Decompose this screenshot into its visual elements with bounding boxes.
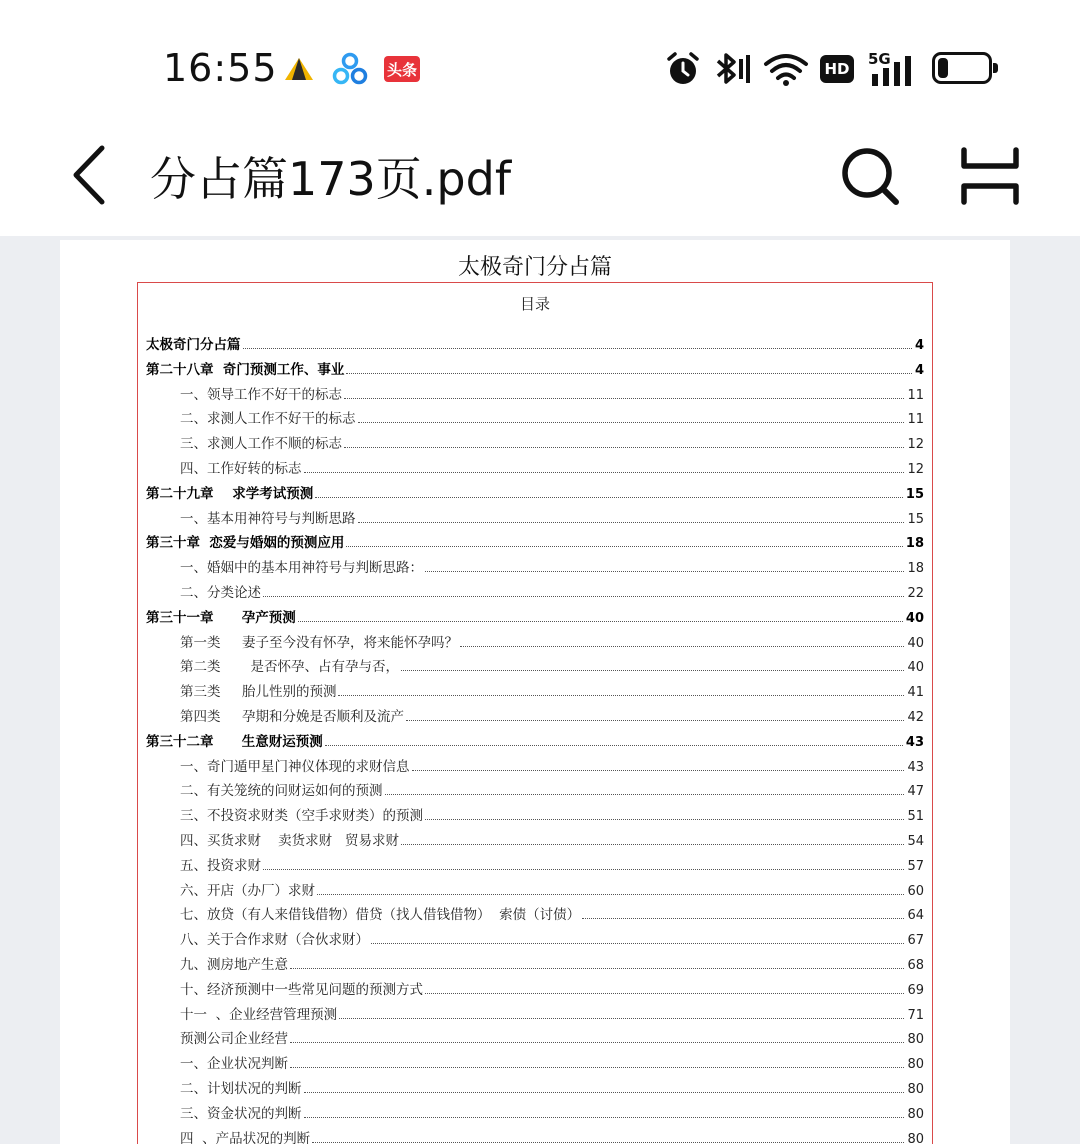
toc-leader-dots: [346, 373, 912, 374]
toc-entry-page-number: 11: [907, 387, 924, 403]
toc-entry[interactable]: [180, 953, 924, 973]
status-bar: [0, 0, 1080, 120]
toc-entry-title: 第三十一章 孕产预测: [146, 609, 296, 626]
toc-entry-title: 一、企业状况判断: [180, 1056, 288, 1073]
toc-entry-page-number: 4: [914, 338, 924, 353]
hd-label: HD: [824, 60, 850, 78]
toc-entry-page-number: 80: [907, 1131, 924, 1144]
toc-entry-page-number: 40: [907, 635, 924, 651]
toc-entry-page-number: 80: [907, 1032, 924, 1048]
cluster-app-icon: [332, 52, 368, 86]
toc-entry[interactable]: [180, 1077, 924, 1097]
toc-entry-page-number: 15: [907, 511, 924, 527]
toc-entry[interactable]: [180, 1102, 924, 1122]
toc-entry[interactable]: [180, 581, 924, 601]
toc-entry[interactable]: [180, 755, 924, 775]
toc-leader-dots: [425, 993, 904, 994]
bluetooth-icon: [712, 50, 752, 88]
toc-entry-page-number: 11: [907, 412, 924, 428]
toc-entry-title: 三、不投资求财类（空手求财类）的预测: [180, 808, 423, 825]
toc-entry-title: 十、经济预测中一些常见问题的预测方式: [180, 981, 423, 998]
toc-entry[interactable]: [146, 531, 924, 551]
toc-leader-dots: [263, 596, 904, 597]
alarm-icon: [664, 50, 702, 88]
toc-entry[interactable]: [180, 655, 924, 675]
battery-fill: [938, 58, 948, 78]
toc-entry-title: 第二十八章 奇门预测工作、事业: [146, 361, 345, 378]
toc-entry-page-number: 68: [907, 958, 924, 973]
toc-entry-title: 一、领导工作不好干的标志: [180, 386, 342, 403]
toc-entry-page-number: 60: [907, 883, 924, 899]
wifi-icon: [762, 50, 810, 88]
toc-entry-page-number: 67: [907, 933, 924, 949]
toc-entry-page-number: 41: [907, 685, 924, 701]
triangle-app-icon: [282, 52, 316, 86]
document-title: 分占篇173页.pdf: [150, 152, 512, 206]
toc-entry-title: 七、放贷（有人来借钱借物）借贷（找人借钱借物） 索债（讨债）: [180, 907, 581, 924]
toc-frame: [137, 282, 933, 1144]
toc-entry-page-number: 12: [907, 437, 924, 453]
toc-leader-dots: [582, 918, 904, 919]
toc-entry-page-number: 12: [907, 462, 924, 477]
toc-entry-title: 三、求测人工作不顺的标志: [180, 436, 342, 453]
toc-entry-page-number: 51: [907, 809, 924, 825]
toc-entry-page-number: 80: [907, 1106, 924, 1122]
toc-entry[interactable]: [180, 829, 924, 849]
toc-entry-page-number: 40: [907, 660, 924, 676]
toc-entry[interactable]: [180, 1003, 924, 1023]
toc-entry[interactable]: [146, 358, 924, 378]
toc-leader-dots: [371, 943, 904, 944]
toc-entry-title: 第一类 妻子至今没有怀孕，将来能怀孕吗？: [180, 634, 458, 651]
toc-entry[interactable]: [180, 903, 924, 923]
toc-entry-title: 一、婚姻中的基本用神符号与判断思路：: [180, 560, 423, 577]
toc-leader-dots: [317, 894, 904, 895]
toc-entry-title: 第二类 是否怀孕、占有孕与否，: [180, 659, 400, 676]
toc-leader-dots: [460, 646, 904, 647]
toc-entry-title: 四、买货求财 卖货求财 贸易求财: [180, 833, 400, 849]
toc-entry[interactable]: [180, 507, 924, 527]
clock-time: 16:55: [163, 46, 278, 90]
toc-leader-dots: [358, 522, 905, 523]
toc-leader-dots: [425, 571, 904, 572]
toc-entry-page-number: 80: [907, 1057, 924, 1073]
toc-entry-page-number: 57: [907, 858, 924, 874]
signal-5g-icon: [866, 50, 918, 88]
search-button[interactable]: [838, 144, 902, 208]
toc-entry-page-number: 47: [907, 784, 924, 800]
toc-entry-title: 第三十二章 生意财运预测: [146, 733, 323, 750]
pdf-viewer[interactable]: [0, 236, 1080, 1144]
toc-leader-dots: [315, 497, 903, 498]
toc-entry[interactable]: [180, 928, 924, 948]
toutiao-label: 头条: [386, 60, 417, 79]
page-title: 太极奇门分占篇: [457, 255, 612, 280]
toc-entry-title: 八、关于合作求财（合伙求财）: [180, 932, 369, 949]
toc-entry-title: 五、投资求财: [180, 857, 261, 874]
toc-entry[interactable]: [180, 383, 924, 403]
toutiao-app-icon: [384, 56, 420, 82]
toc-entry[interactable]: [180, 407, 924, 427]
battery-icon: [932, 52, 992, 84]
toc-leader-dots: [304, 472, 905, 473]
toc-entry-title: 第三类 胎儿性别的预测: [180, 684, 337, 701]
toc-leader-dots: [290, 1042, 904, 1043]
toc-entry-title: 二、求测人工作不好干的标志: [180, 411, 356, 428]
toc-entry-title: 预测公司企业经营: [180, 1031, 288, 1048]
toc-entry-page-number: 69: [907, 982, 924, 998]
toc-leader-dots: [344, 447, 904, 448]
toc-entry-title: 二、计划状况的判断: [180, 1081, 302, 1097]
toc-entry-page-number: 22: [907, 586, 924, 601]
toc-entry[interactable]: [180, 680, 924, 700]
pdf-page[interactable]: [60, 240, 1010, 1144]
toc-entry-title: 十一 、企业经营管理预测: [180, 1006, 338, 1023]
toc-entry-title: 二、分类论述: [180, 585, 261, 601]
toc-entry[interactable]: [180, 1127, 924, 1144]
toc-leader-dots: [312, 1142, 904, 1143]
toc-entry[interactable]: [180, 804, 924, 824]
toc-leader-dots: [401, 670, 904, 671]
toc-entry-page-number: 18: [907, 561, 924, 577]
toc-leader-dots: [304, 1117, 905, 1118]
toc-entry-title: 第三十章 恋爱与婚姻的预测应用: [146, 535, 345, 552]
toc-entry[interactable]: [180, 1052, 924, 1072]
toc-leader-dots: [346, 546, 903, 547]
toc-entry[interactable]: [180, 432, 924, 452]
toc-leader-dots: [401, 844, 904, 845]
toc-leader-dots: [325, 745, 903, 746]
more-menu-button[interactable]: [958, 146, 1022, 206]
toc-leader-dots: [290, 968, 904, 969]
toc-entry-title: 三、资金状况的判断: [180, 1105, 302, 1122]
toc-entry-page-number: 43: [907, 759, 924, 775]
toc-entry-page-number: 54: [907, 834, 924, 849]
toc-entry-title: 二、有关笼统的问财运如何的预测: [180, 783, 383, 800]
toc-leader-dots: [385, 794, 905, 795]
toc-entry[interactable]: [146, 730, 924, 750]
toc-entry[interactable]: [180, 705, 924, 725]
toc-leader-dots: [344, 398, 904, 399]
toc-entry-title: 六、开店（办厂）求财: [180, 882, 315, 899]
toc-leader-dots: [425, 819, 904, 820]
toc-entry-page-number: 18: [905, 536, 924, 552]
toc-leader-dots: [412, 770, 905, 771]
toc-entry[interactable]: [180, 978, 924, 998]
toc-entry-title: 四、工作好转的标志: [180, 461, 302, 477]
toc-entry-title: 第二十九章 求学考试预测: [146, 485, 314, 502]
network-label: 5G: [868, 50, 891, 68]
toc-heading: 目录: [519, 295, 550, 313]
toc-entry-page-number: 4: [914, 362, 924, 378]
toc-entry-title: 第四类 孕期和分娩是否顺利及流产: [180, 709, 404, 725]
toc-entry-page-number: 43: [905, 734, 924, 750]
toc-leader-dots: [243, 348, 912, 349]
toc-entry-title: 一、基本用神符号与判断思路: [180, 510, 356, 527]
toc-entry-page-number: 71: [907, 1007, 924, 1023]
toc-entry[interactable]: [180, 457, 924, 477]
toc-entry[interactable]: [146, 606, 924, 626]
toc-entry[interactable]: [180, 1027, 924, 1047]
back-button[interactable]: [60, 140, 120, 210]
toc-leader-dots: [304, 1092, 905, 1093]
toc-entry-title: 太极奇门分占篇: [146, 337, 241, 353]
toc-leader-dots: [406, 720, 904, 721]
toc-entry[interactable]: [180, 879, 924, 899]
toc-entry[interactable]: [180, 556, 924, 576]
toc-entry-page-number: 42: [907, 710, 924, 725]
toc-leader-dots: [263, 869, 904, 870]
toc-entry[interactable]: [180, 779, 924, 799]
toc-entry-page-number: 64: [907, 908, 924, 924]
toc-entry[interactable]: [180, 631, 924, 651]
toc-leader-dots: [338, 695, 904, 696]
toc-leader-dots: [290, 1067, 904, 1068]
toc-leader-dots: [298, 621, 903, 622]
toc-entry[interactable]: [180, 854, 924, 874]
toc-entry-page-number: 40: [905, 610, 924, 626]
hd-icon: [820, 55, 854, 83]
toc-entry[interactable]: [146, 482, 924, 502]
toc-entry-title: 四 、产品状况的判断: [180, 1130, 311, 1144]
toc-entry[interactable]: [146, 333, 924, 353]
toc-entry-title: 一、奇门遁甲星门神仪体现的求财信息: [180, 758, 410, 775]
toc-leader-dots: [358, 422, 905, 423]
toc-entry-title: 九、测房地产生意: [180, 957, 288, 973]
toc-leader-dots: [339, 1018, 904, 1019]
toc-entry-page-number: 80: [907, 1082, 924, 1097]
toc-entry-page-number: 15: [905, 486, 924, 502]
